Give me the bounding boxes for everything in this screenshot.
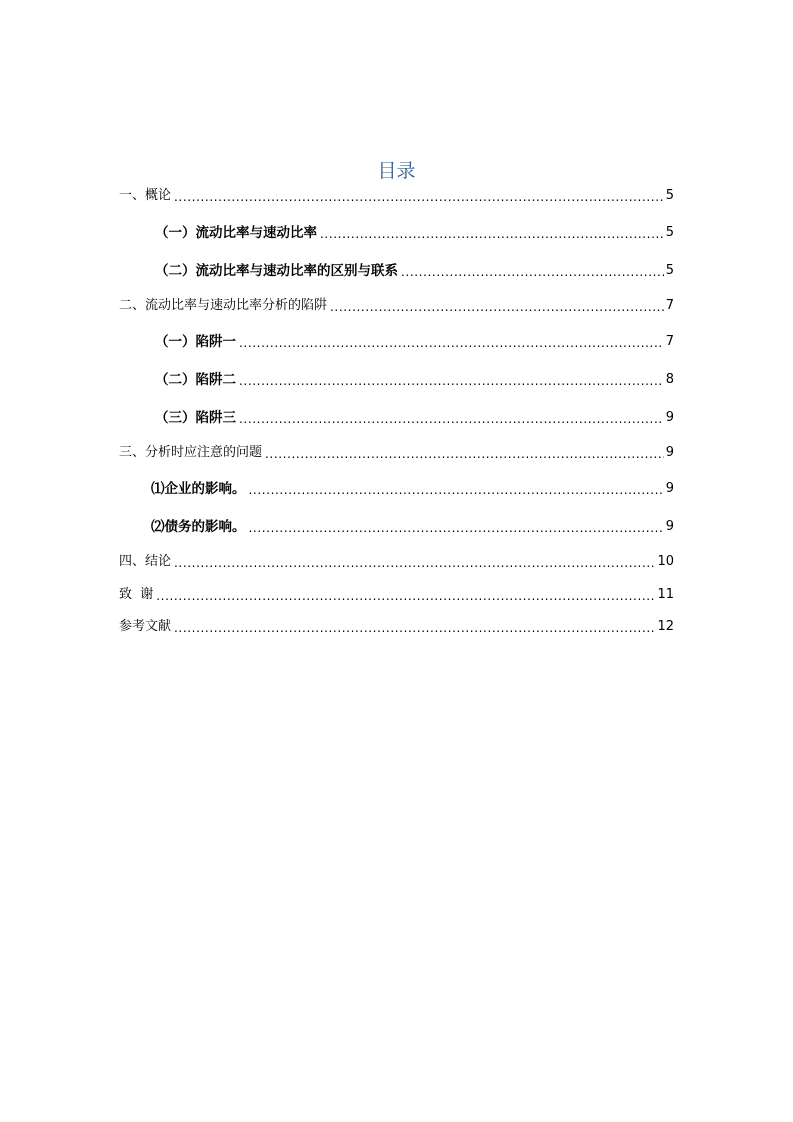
toc-entry-label: ⑵债务的影响。 bbox=[151, 519, 246, 535]
toc-entry-page: 5 bbox=[665, 188, 674, 203]
toc-entry[interactable] bbox=[155, 261, 674, 281]
toc-entry-label: 四、结论 bbox=[119, 554, 172, 569]
toc-entry-label: 参考文献 bbox=[119, 619, 172, 634]
toc-leader-dots bbox=[174, 554, 655, 572]
toc-entry[interactable] bbox=[155, 332, 674, 352]
toc-entry[interactable] bbox=[155, 223, 674, 243]
toc-leader-dots bbox=[156, 587, 655, 605]
toc-leader-dots bbox=[239, 410, 664, 428]
toc-entry[interactable] bbox=[151, 479, 674, 499]
toc-entry-label: 一、概论 bbox=[119, 188, 172, 203]
toc-leader-dots bbox=[401, 263, 664, 281]
toc-entry[interactable] bbox=[119, 186, 674, 206]
toc-entry-page: 9 bbox=[665, 445, 674, 460]
toc-entry-page: 5 bbox=[665, 225, 674, 240]
toc-entry[interactable] bbox=[119, 443, 674, 463]
toc-entry[interactable] bbox=[119, 552, 674, 572]
toc-title: 目录 bbox=[377, 160, 416, 182]
toc-entry-page: 7 bbox=[665, 334, 674, 349]
toc-entry-label: ⑴企业的影响。 bbox=[151, 481, 246, 497]
toc-leader-dots bbox=[174, 188, 664, 206]
toc-leader-dots bbox=[320, 225, 664, 243]
toc-entry-page: 8 bbox=[665, 372, 674, 387]
toc-entry-label: （三）陷阱三 bbox=[155, 410, 236, 426]
toc-entry[interactable] bbox=[155, 408, 674, 428]
toc-entry-label: （一）流动比率与速动比率 bbox=[155, 225, 317, 241]
toc-entry[interactable] bbox=[119, 296, 674, 316]
toc-entry-page: 9 bbox=[665, 519, 674, 534]
toc-entry-page: 7 bbox=[665, 298, 674, 313]
toc-entry-page: 10 bbox=[657, 554, 674, 569]
toc-entry[interactable] bbox=[155, 370, 674, 390]
toc-entry[interactable] bbox=[119, 617, 674, 637]
toc-entry-label: 三、分析时应注意的问题 bbox=[119, 445, 263, 460]
toc-leader-dots bbox=[249, 481, 664, 499]
toc-entry-label: （二）陷阱二 bbox=[155, 372, 236, 388]
toc-entry[interactable] bbox=[151, 517, 674, 537]
toc-leader-dots bbox=[239, 372, 664, 390]
toc-leader-dots bbox=[239, 334, 664, 352]
toc-entry-page: 5 bbox=[665, 263, 674, 278]
toc-entry-page: 12 bbox=[657, 619, 674, 634]
toc-entry-page: 9 bbox=[665, 410, 674, 425]
toc-leader-dots bbox=[265, 445, 664, 463]
toc-leader-dots bbox=[249, 519, 664, 537]
toc-entry-label: （一）陷阱一 bbox=[155, 334, 236, 350]
toc-entry-label: （二）流动比率与速动比率的区别与联系 bbox=[155, 263, 398, 279]
toc-entry-page: 11 bbox=[657, 587, 674, 602]
toc-leader-dots bbox=[330, 298, 664, 316]
toc-entry-page: 9 bbox=[665, 481, 674, 496]
toc-entry-label: 二、流动比率与速动比率分析的陷阱 bbox=[119, 298, 328, 313]
toc-entry[interactable] bbox=[119, 585, 674, 605]
toc-leader-dots bbox=[174, 619, 655, 637]
toc-entry-label: 致 谢 bbox=[119, 587, 154, 602]
